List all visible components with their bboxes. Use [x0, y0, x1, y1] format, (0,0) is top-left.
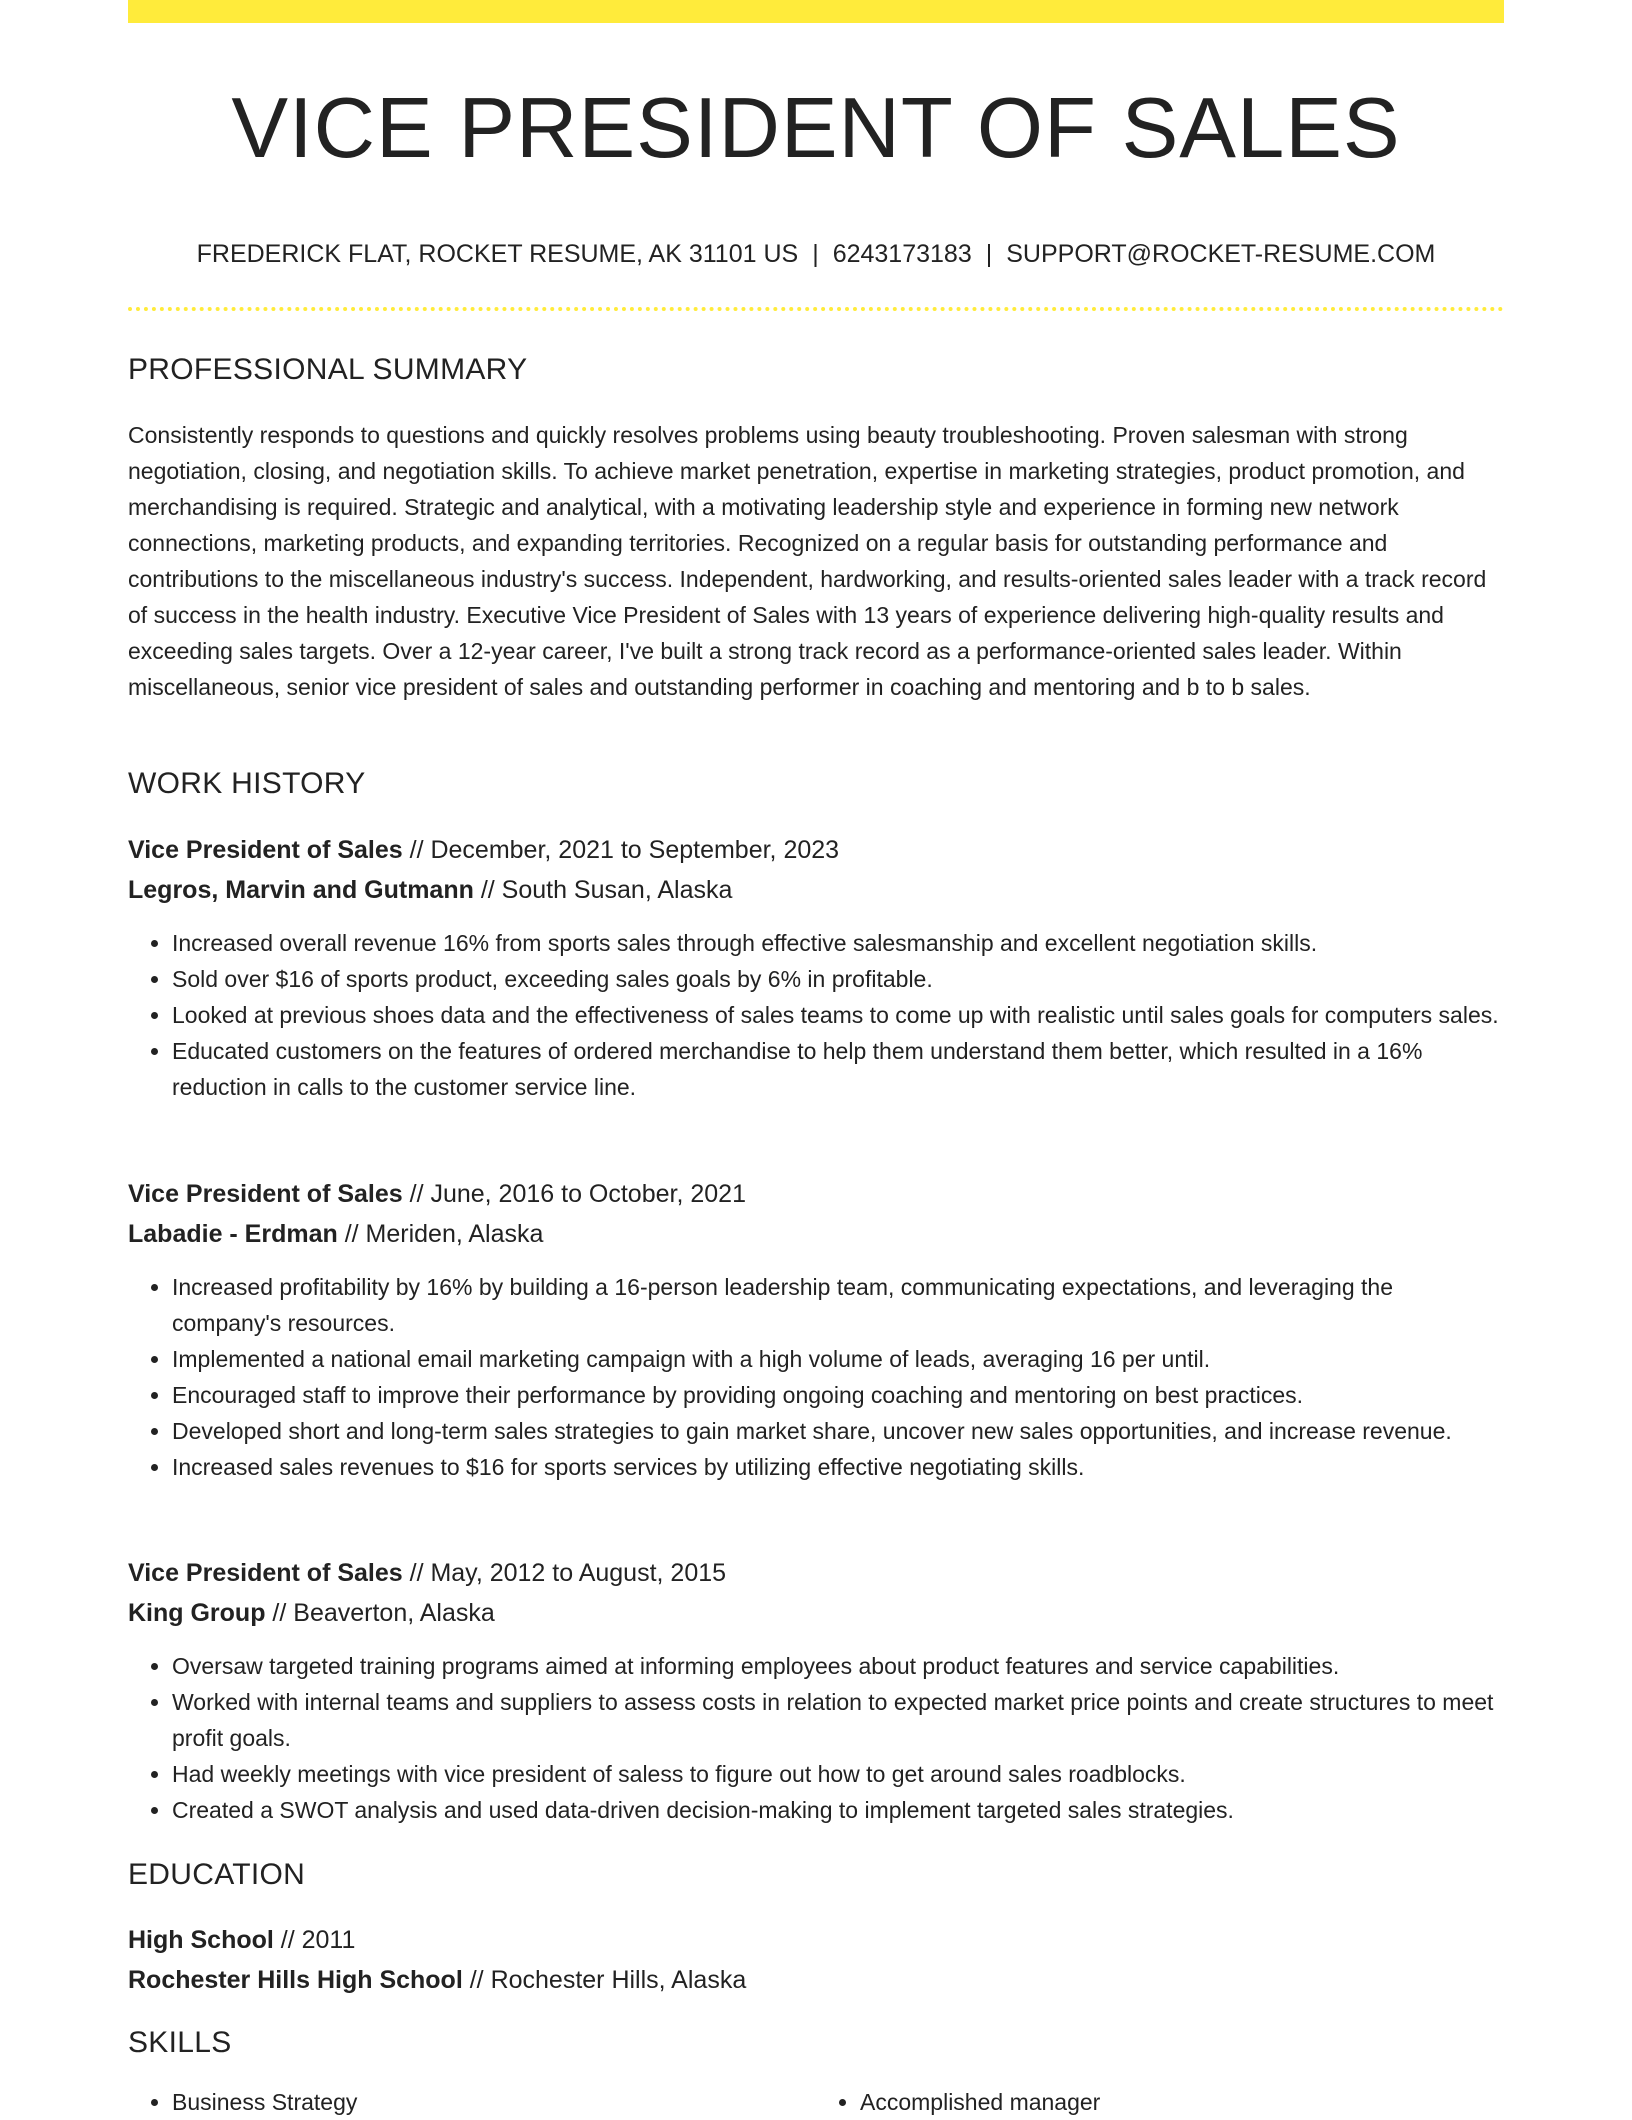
- job-dates: // June, 2016 to October, 2021: [402, 1180, 746, 1208]
- contact-separator: |: [985, 240, 993, 268]
- list-item: • Had weekly meetings with vice president of saless to figure out how to get around sales roadblocks.: [172, 1756, 1504, 1792]
- list-item: • Accomplished manager: [860, 2084, 1504, 2120]
- education-school: Rochester Hills High School: [128, 1966, 463, 1994]
- bullet-list: [128, 1269, 1504, 1485]
- job-title-line: [128, 1174, 1504, 1214]
- job-location: // South Susan, Alaska: [473, 876, 733, 904]
- work-section: [128, 767, 1504, 801]
- job-title-line: [128, 1553, 1504, 1593]
- dotted-divider: [128, 307, 1504, 311]
- education-entry: [128, 1920, 1504, 2000]
- list-item: • Increased overall revenue 16% from sports sales through effective salesmanship and excellent negotiation skills.: [172, 925, 1504, 961]
- job-location: // Beaverton, Alaska: [265, 1599, 495, 1627]
- education-school-line: [128, 1960, 1504, 2000]
- job-location: // Meriden, Alaska: [337, 1220, 544, 1248]
- skills-list: [128, 2084, 1504, 2120]
- job-title: Vice President of Sales: [128, 836, 403, 864]
- list-item: • Increased sales revenues to $16 for sports services by utilizing effective negotiating skills.: [172, 1449, 1504, 1485]
- page-title: VICE PRESIDENT OF SALES: [231, 81, 1401, 176]
- job-company-line: [128, 1593, 1504, 1633]
- job-entry: [128, 830, 1504, 910]
- job-title-line: [128, 830, 1504, 870]
- education-heading: EDUCATION: [128, 1858, 306, 1891]
- job-bullets: [128, 1648, 1504, 1828]
- job-entry: [128, 1174, 1504, 1254]
- summary-heading: PROFESSIONAL SUMMARY: [128, 353, 528, 386]
- work-heading: WORK HISTORY: [128, 767, 366, 800]
- list-item: • Worked with internal teams and suppliers to assess costs in relation to expected market price points and create structures to meet profit goals.: [172, 1684, 1504, 1756]
- summary-body: [128, 417, 1504, 705]
- job-title: Vice President of Sales: [128, 1180, 403, 1208]
- list-item: • Implemented a national email marketing campaign with a high volume of leads, averaging 16 per until.: [172, 1341, 1504, 1377]
- contact-line: [128, 236, 1504, 272]
- job-entry: [128, 1553, 1504, 1633]
- summary-text: Consistently responds to questions and quickly resolves problems using beauty troubleshooting. Proven salesman with strong negotiation, closing, and negotiation skills. To achieve market penetration, expertise in marketing strategies, product promotion, and merchandising is required. Strategic and analytical, with a motivating leadership style and experience in forming new network connections, marketing products, and expanding territories. Recognized on a regular basis for outstanding performance and contributions to the miscellaneous industry's success. Independent, hardworking, and results-oriented sales leader with a track record of success in the health industry. Executive Vice President of Sales with 13 years of experience delivering high-quality results and exceeding sales targets. Over a 12-year career, I've built a strong track record as a performance-oriented sales leader. Within miscellaneous, senior vice president of sales and outstanding performer in coaching and mentoring and b to b sales.: [128, 422, 1487, 700]
- job-company-line: [128, 870, 1504, 910]
- job-bullets: [128, 925, 1504, 1105]
- bullet-list: [128, 925, 1504, 1105]
- skills-right-column: [816, 2084, 1504, 2120]
- list-item: • Looked at previous shoes data and the effectiveness of sales teams to come up with realistic until sales goals for computers sales.: [172, 997, 1504, 1033]
- education-degree: High School: [128, 1926, 274, 1954]
- job-company: King Group: [128, 1599, 266, 1627]
- summary-section: [128, 353, 1504, 387]
- education-year: // 2011: [273, 1926, 356, 1954]
- bullet-list: [128, 1648, 1504, 1828]
- list-item: • Created a SWOT analysis and used data-driven decision-making to implement targeted sales strategies.: [172, 1792, 1504, 1828]
- skills-heading: SKILLS: [128, 2026, 232, 2059]
- list-item: • Oversaw targeted training programs aimed at informing employees about product features and service capabilities.: [172, 1648, 1504, 1684]
- skills-left-column: [128, 2084, 816, 2120]
- job-dates: // December, 2021 to September, 2023: [402, 836, 840, 864]
- contact-email[interactable]: SUPPORT@ROCKET-RESUME.COM: [1006, 240, 1436, 268]
- contact-phone[interactable]: 6243173183: [832, 240, 972, 268]
- list-item: • Educated customers on the features of ordered merchandise to help them understand them better, which resulted in a 16% reduction in calls to the customer service line.: [172, 1033, 1504, 1105]
- list-item: • Encouraged staff to improve their performance by providing ongoing coaching and mentoring on best practices.: [172, 1377, 1504, 1413]
- job-title: Vice President of Sales: [128, 1559, 403, 1587]
- skills-section: [128, 2026, 1504, 2060]
- job-company: Labadie - Erdman: [128, 1220, 338, 1248]
- contact-address: FREDERICK FLAT, ROCKET RESUME, AK 31101 US: [196, 240, 799, 268]
- list-item: • Increased profitability by 16% by building a 16-person leadership team, communicating expectations, and leveraging the company's resources.: [172, 1269, 1504, 1341]
- accent-top-bar: [128, 0, 1504, 23]
- list-item: • Business Strategy: [172, 2084, 816, 2120]
- list-item: • Sold over $16 of sports product, exceeding sales goals by 6% in profitable.: [172, 961, 1504, 997]
- education-location: // Rochester Hills, Alaska: [462, 1966, 747, 1994]
- list-item: • Developed short and long-term sales strategies to gain market share, uncover new sales opportunities, and increase revenue.: [172, 1413, 1504, 1449]
- education-section: [128, 1858, 1504, 1892]
- skills-columns: [128, 2084, 1504, 2120]
- education-degree-line: [128, 1920, 1504, 1960]
- job-bullets: [128, 1269, 1504, 1485]
- job-company-line: [128, 1214, 1504, 1254]
- job-company: Legros, Marvin and Gutmann: [128, 876, 474, 904]
- contact-separator: |: [812, 240, 819, 268]
- job-dates: // May, 2012 to August, 2015: [402, 1559, 727, 1587]
